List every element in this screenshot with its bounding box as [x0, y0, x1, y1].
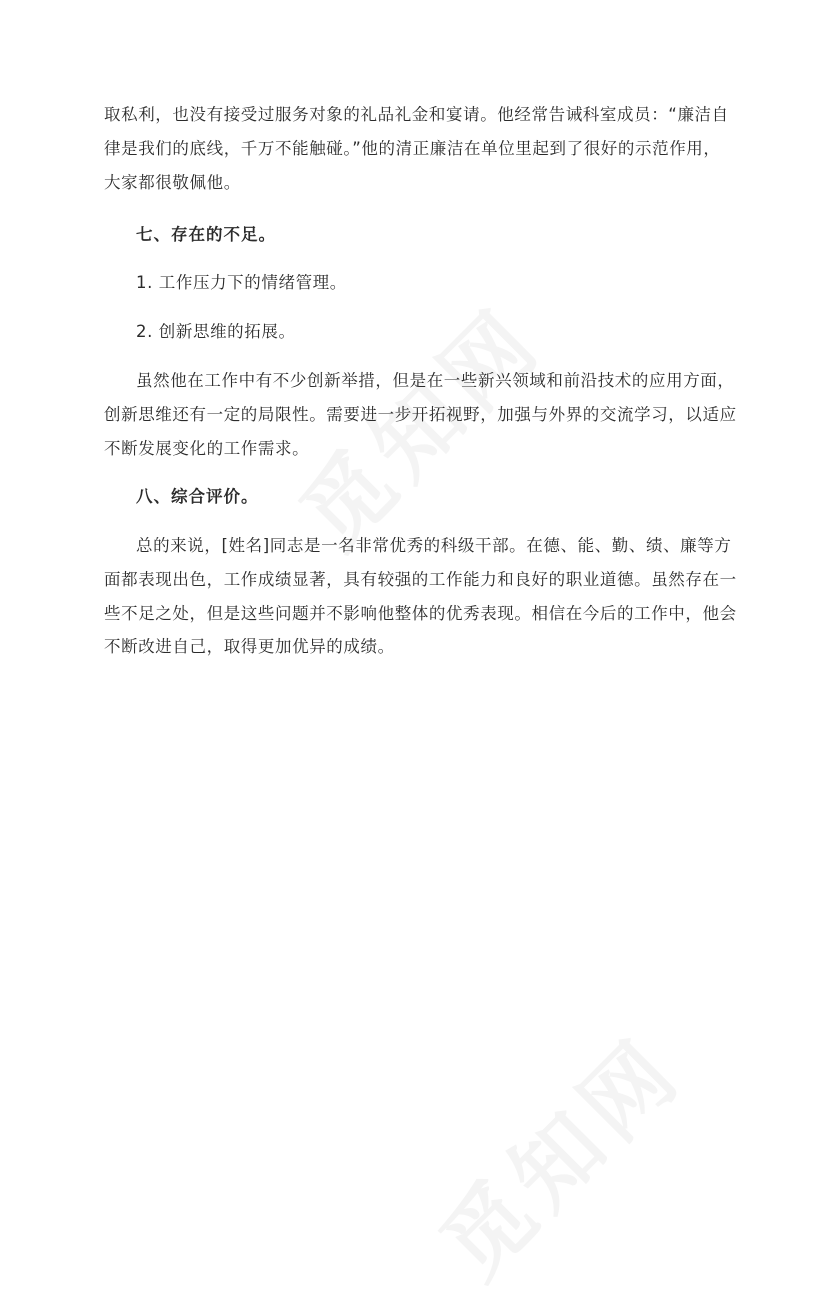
section-8-heading: 八、综合评价。 — [136, 487, 259, 506]
list-item-2: 2. 创新思维的拓展。 — [136, 322, 296, 341]
paragraph-3-line-4: 不断改进自己，取得更加优异的成绩。 — [104, 637, 395, 656]
paragraph-1-line-1: 取私利，也没有接受过服务对象的礼品礼金和宴请。他经常告诫科室成员：“廉洁自 — [104, 105, 729, 124]
paragraph-3-line-1: 总的来说，[姓名]同志是一名非常优秀的科级干部。在德、能、勤、绩、廉等方 — [136, 536, 732, 555]
paragraph-1-line-2: 律是我们的底线，千万不能触碰。”他的清正廉洁在单位里起到了很好的示范作用， — [104, 139, 721, 158]
paragraph-1-line-3: 大家都很敬佩他。 — [104, 173, 241, 192]
watermark-lower — [409, 1005, 706, 1302]
paragraph-2-line-3: 不断发展变化的工作需求。 — [104, 439, 310, 458]
paragraph-2-line-2: 创新思维还有一定的局限性。需要进一步开拓视野，加强与外界的交流学习，以适应 — [104, 405, 737, 424]
list-item-1: 1. 工作压力下的情绪管理。 — [136, 273, 347, 292]
section-7-heading: 七、存在的不足。 — [136, 225, 276, 244]
paragraph-3-line-2: 面都表现出色，工作成绩显著，具有较强的工作能力和良好的职业道德。虽然存在一 — [104, 570, 737, 589]
paragraph-3-line-3: 些不足之处，但是这些问题并不影响他整体的优秀表现。相信在今后的工作中，他会 — [104, 604, 737, 623]
paragraph-2-line-1: 虽然他在工作中有不少创新举措，但是在一些新兴领域和前沿技术的应用方面， — [136, 371, 735, 390]
